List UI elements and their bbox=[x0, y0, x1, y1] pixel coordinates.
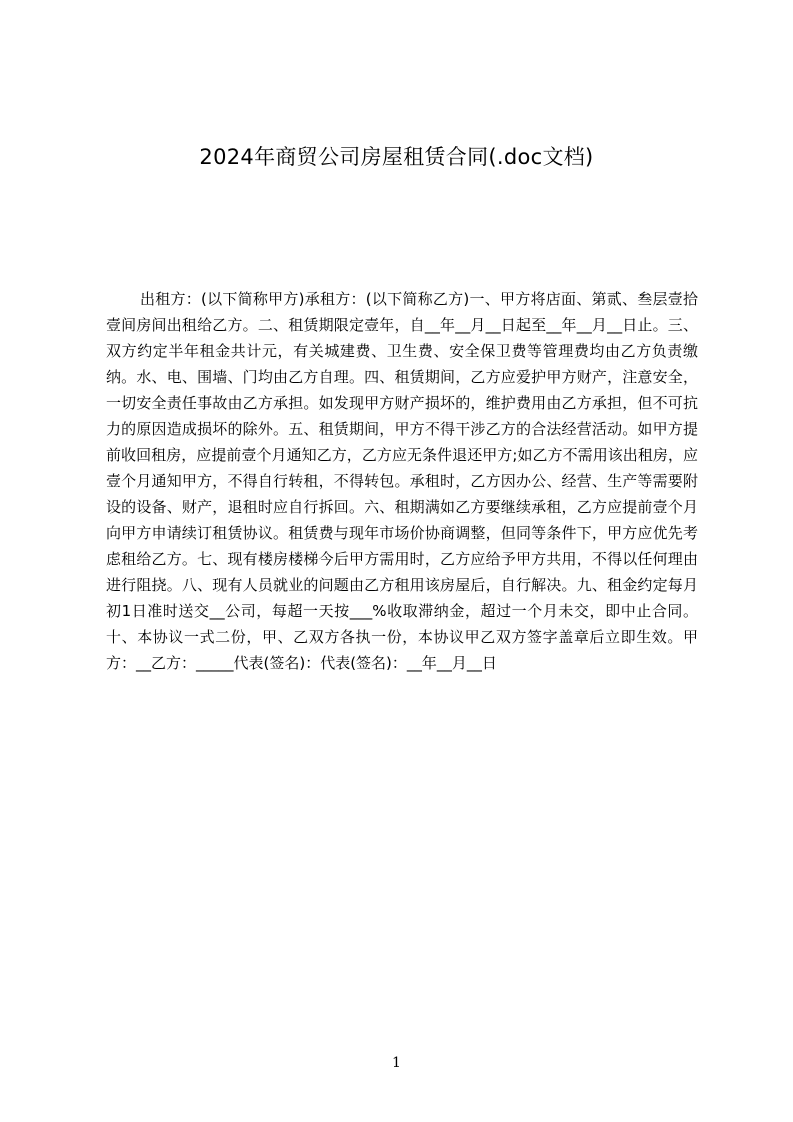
contract-body-text: 出租方：(以下简称甲方)承租方：(以下简称乙方)一、甲方将店面、第贰、叁层壹拾壹间房间出租给乙方。二、租赁期限定壹年，自__年__月__日起至__年__月__日止。三、双方约定半年租金共计元，有关城建费、卫生费、安全保卫费等管理费均由乙方负责缴纳。水、电、围墙、门均由乙方自理。四、租赁期间，乙方应爱护甲方财产，注意安全，一切安全责任事故由乙方承担。如发现甲方财产损坏的，维护费用由乙方承担，但不可抗力的原因造成损坏的除外。五、租赁期间，甲方不得干涉乙方的合法经营活动。如甲方提前收回租房，应提前壹个月通知乙方，乙方应无条件退还甲方;如乙方不需用该出租房，应壹个月通知甲方，不得自行转租，不得转包。承租时，乙方因办公、经营、生产等需要附设的设备、财产，退租时应自行拆回。六、租期满如乙方要继续承租，乙方应提前壹个月向甲方申请续订租赁协议。租赁费与现年市场价协商调整，但同等条件下，甲方应优先考虑租给乙方。七、现有楼房楼梯今后甲方需用时，乙方应给予甲方共用，不得以任何理由进行阻挠。八、现有人员就业的问题由乙方租用该房屋后，自行解决。九、租金约定每月初1日准时送交__公司，每超一天按___%收取滞纳金，超过一个月未交，即中止合同。十、本协议一式二份，甲、乙双方各执一份，本协议甲乙双方签字盖章后立即生效。甲方：__乙方：_____代表(签名)：代表(签名)：__年__月__日 bbox=[106, 290, 698, 672]
page-number: 1 bbox=[392, 1055, 401, 1071]
document-title: 2024年商贸公司房屋租赁合同(.doc文档) bbox=[199, 145, 594, 169]
